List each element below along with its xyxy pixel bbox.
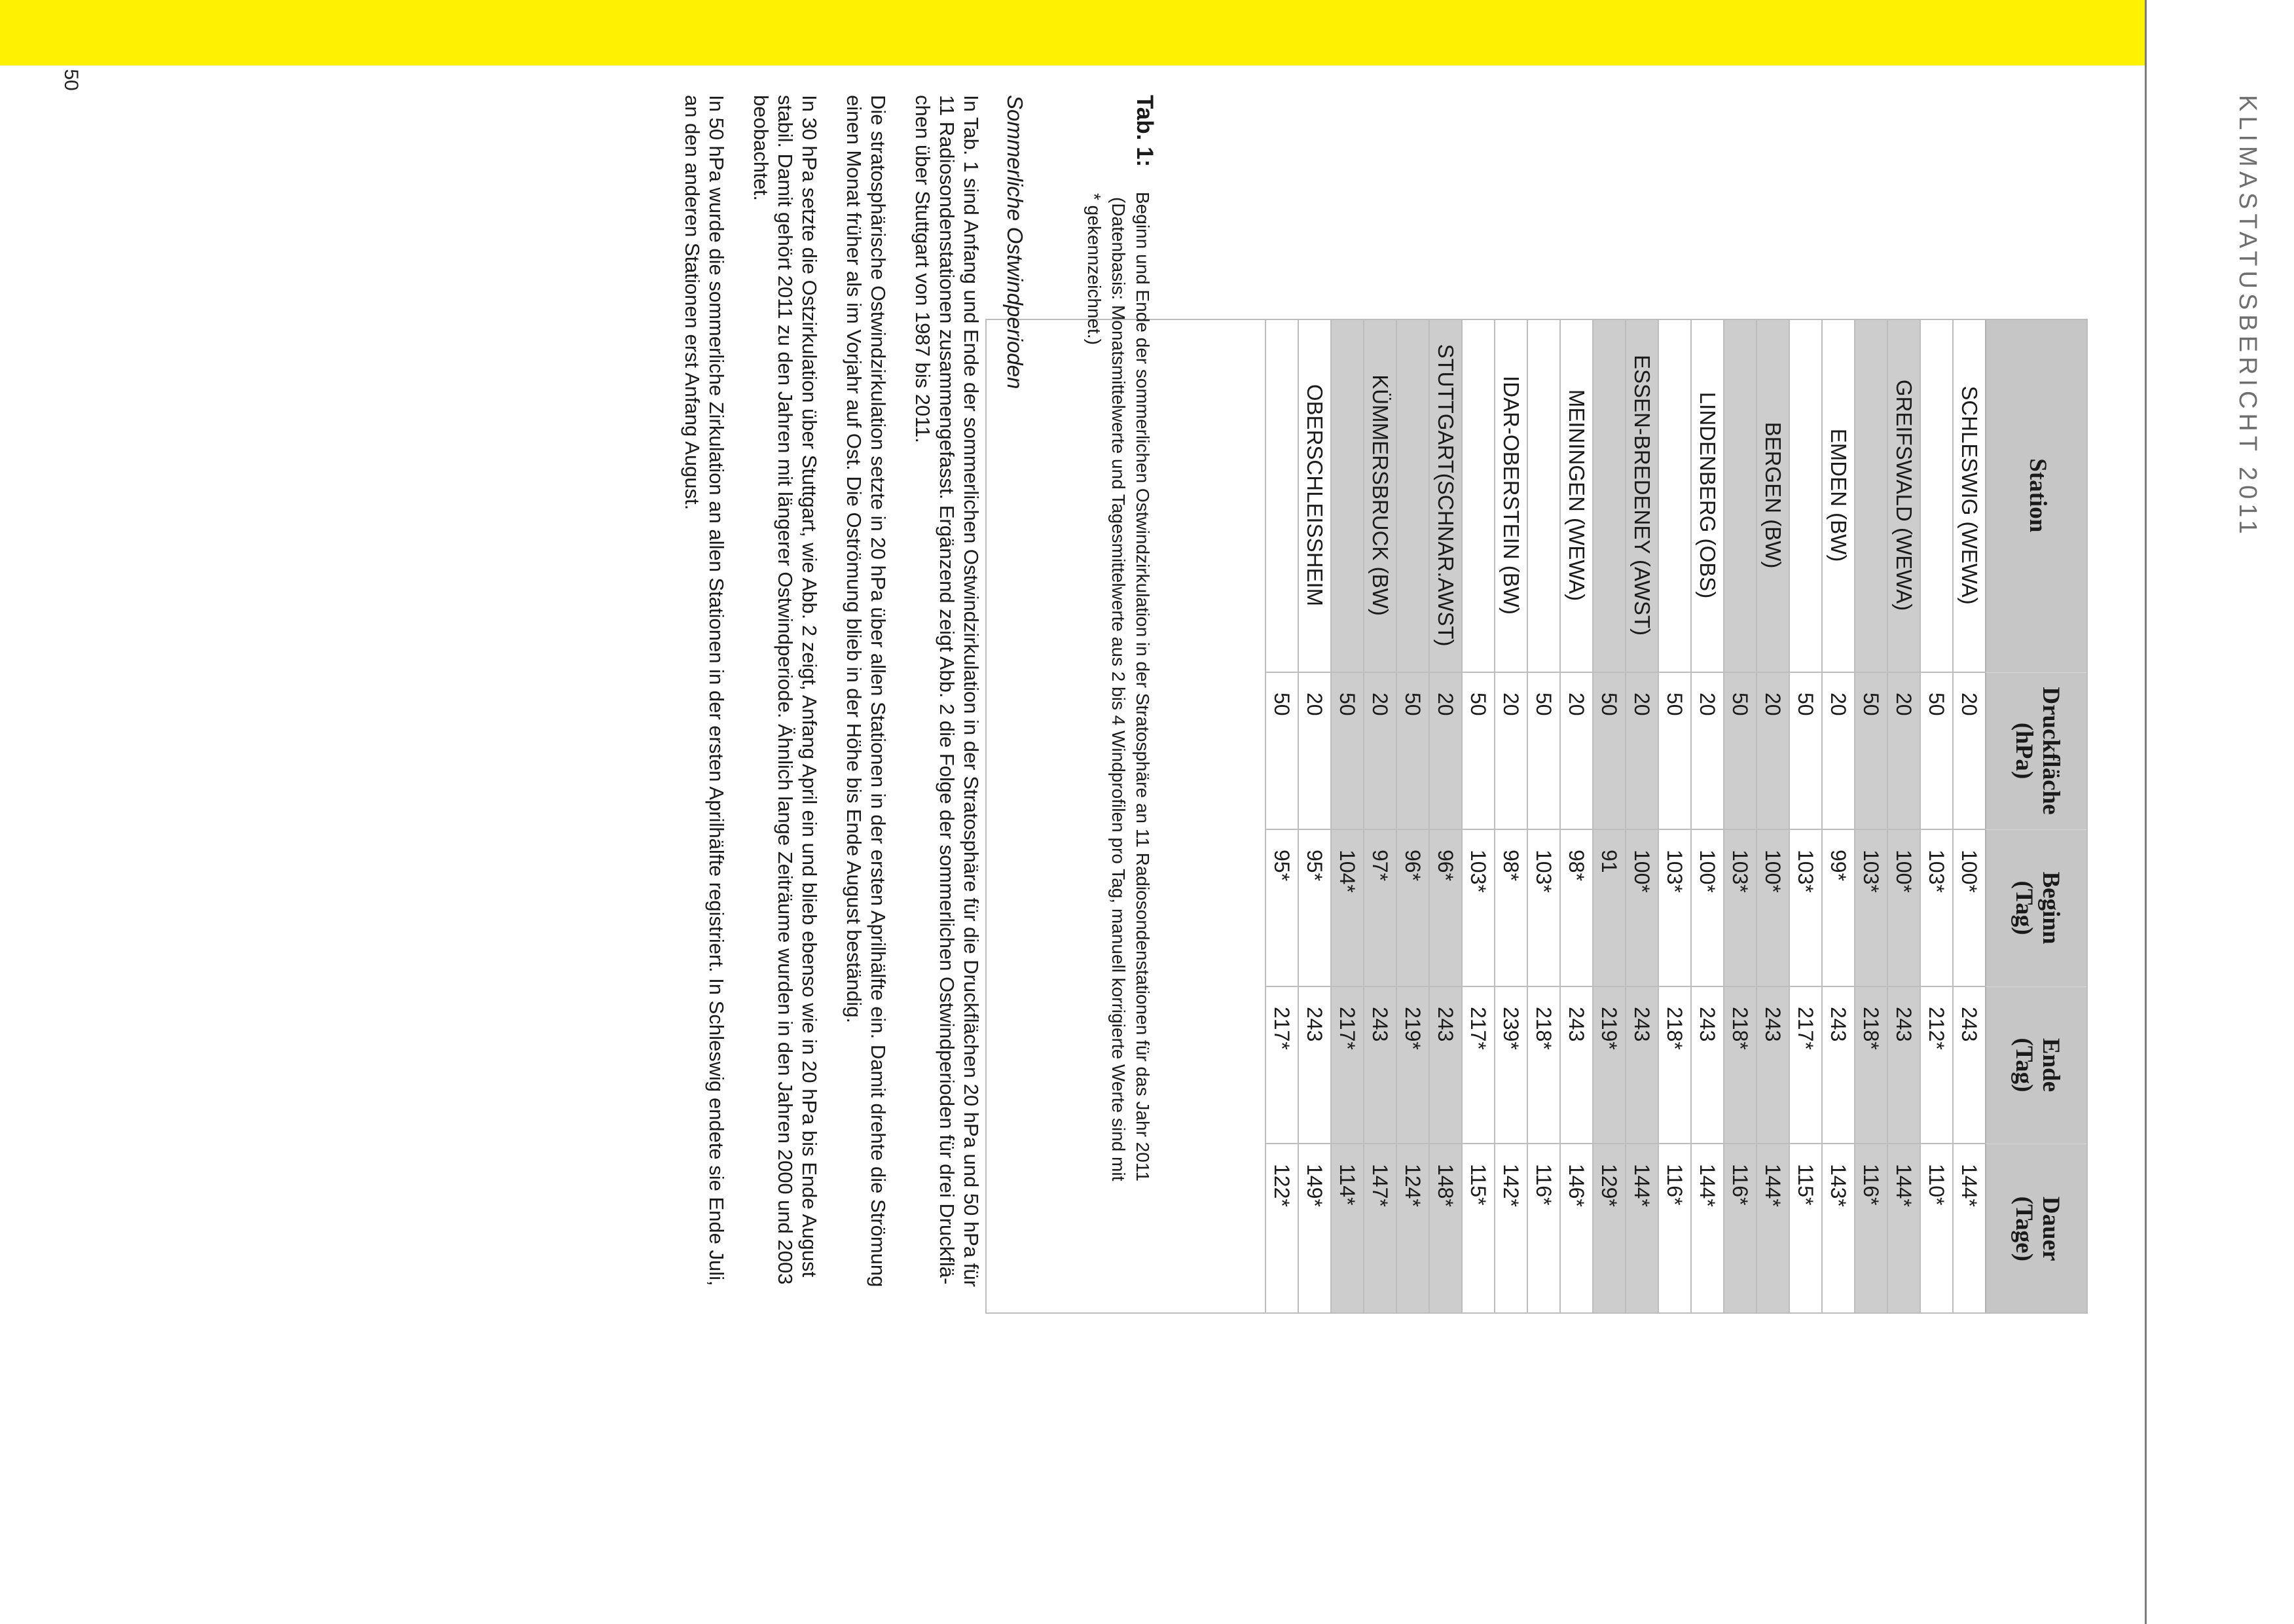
cell-ende: 243 (1626, 986, 1658, 1144)
cell-beginn: 104* (1331, 829, 1364, 986)
cell-dauer: 116* (1532, 1164, 1556, 1206)
cell-dauer: 116* (1663, 1164, 1686, 1206)
cell-ende: 243 (1887, 986, 1920, 1144)
cell-ende: 218* (1724, 986, 1757, 1144)
cell-ende: 218* (1527, 986, 1560, 1144)
cell-station (1331, 319, 1364, 672)
table-row (1593, 319, 1626, 1314)
table-row (1298, 319, 1331, 1314)
cell-ende: 219* (1396, 986, 1429, 1144)
text-line: Die stratosphärische Ostwindzirkulation setzte in 20 hPa über allen Stationen in der ersten Aprilhälfte ein. Damit drehte die Strömung (867, 95, 890, 1288)
cell-dauer: 143* (1827, 1164, 1850, 1207)
cell-dauer: 144* (1957, 1164, 1981, 1207)
table-row (1920, 319, 1953, 1314)
cell-dauer: 116* (1728, 1164, 1752, 1206)
section-body (660, 95, 1027, 1288)
cell-dauer: 115* (1794, 1164, 1817, 1206)
table-header-row (1986, 319, 2088, 1314)
paragraph-1 (911, 95, 983, 1287)
paragraph-2 (842, 95, 890, 1288)
text-line: In Tab. 1 sind Anfang und Ende der sommerlichen Ostwindzirkulation in der Stratosphäre für die Druckflächen 20 hPa und 50 hPa für (960, 95, 983, 1287)
cell-station: ESSEN-BREDENEY (AWST) (1626, 319, 1658, 672)
text-line: In 30 hPa setzte die Ostzirkulation über Stuttgart, wie Abb. 2 zeigt, Anfang April ein und blieb ebenso wie in 20 hPa bis Ende August (798, 95, 821, 1278)
text-line: 11 Radiosondenstationen zusammengefasst. Ergänzend zeigt Abb. 2 die Folge der sommerlichen Ostwindperioden für drei Druckflä- (936, 95, 958, 1285)
table-row (1789, 319, 1822, 1314)
cell-beginn: 95* (1265, 829, 1298, 986)
cell-beginn: 97* (1364, 829, 1396, 986)
cell-druckflaeche: 50 (1658, 672, 1691, 829)
table-row (1462, 319, 1495, 1314)
cell-druckflaeche: 50 (1789, 672, 1822, 829)
cell-druckflaeche: 20 (1757, 672, 1789, 829)
cell-druckflaeche: 20 (1887, 672, 1920, 829)
cell-station (1789, 319, 1822, 672)
cell-druckflaeche: 20 (1691, 672, 1724, 829)
cell-dauer: 146* (1565, 1164, 1588, 1207)
table-row (1691, 319, 1724, 1314)
cell-ende: 243 (1953, 986, 1986, 1144)
cell-dauer: 115* (1466, 1164, 1490, 1206)
header-beginn: Beginn (Tag) (1986, 829, 2088, 986)
text-line: an den anderen Stationen erst Anfang August. (681, 95, 704, 511)
cell-station: STUTTGART(SCHNAR.AWST) (1429, 319, 1462, 672)
text-line: In 50 hPa wurde die sommerliche Zirkulation an allen Stationen in der ersten Aprilhälfte registriert. In Schleswig endete sie Ende Juli, (705, 95, 728, 1286)
cell-beginn: 100* (1887, 829, 1920, 986)
cell-station (1527, 319, 1560, 672)
cell-druckflaeche: 50 (1593, 672, 1626, 829)
cell-dauer: 116* (1859, 1164, 1883, 1206)
ostwind-table (1265, 319, 2088, 1314)
cell-ende: 217* (1265, 986, 1298, 1144)
cell-druckflaeche: 50 (1855, 672, 1887, 829)
section-heading: Sommerliche Ostwindperioden (1003, 95, 1027, 389)
cell-beginn: 103* (1527, 829, 1560, 986)
cell-ende: 243 (1822, 986, 1855, 1144)
table-row (1364, 319, 1396, 1314)
cell-beginn: 98* (1495, 829, 1527, 986)
text-line: chen über Stuttgart von 1987 bis 2011. (911, 95, 934, 443)
table-row (1953, 319, 1986, 1314)
cell-station: BERGEN (BW) (1757, 319, 1789, 672)
cell-druckflaeche: 20 (1495, 672, 1527, 829)
header-dauer: Dauer (Tage) (1986, 1144, 2088, 1314)
header-ende: Ende (Tag) (1986, 986, 2088, 1144)
cell-ende: 217* (1331, 986, 1364, 1144)
cell-dauer: 144* (1761, 1164, 1785, 1207)
cell-beginn: 98* (1560, 829, 1593, 986)
cell-station (1658, 319, 1691, 672)
cell-beginn: 96* (1429, 829, 1462, 986)
table-row (1265, 319, 1298, 1314)
cell-druckflaeche: 20 (1298, 672, 1331, 829)
text-line: einen Monat früher als im Vorjahr auf Ost. Die Oströmung blieb in der Höhe bis Ende August beständig. (843, 95, 865, 1024)
header-station: Station (1986, 319, 2088, 672)
cell-druckflaeche: 50 (1265, 672, 1298, 829)
cell-druckflaeche: 20 (1626, 672, 1658, 829)
table-row (1658, 319, 1691, 1314)
cell-station: EMDEN (BW) (1822, 319, 1855, 672)
cell-ende: 218* (1658, 986, 1691, 1144)
caption-text (1082, 192, 1155, 1305)
cell-dauer: 144* (1696, 1164, 1719, 1207)
cell-station (1462, 319, 1495, 672)
cell-druckflaeche: 20 (1560, 672, 1593, 829)
cell-druckflaeche: 20 (1822, 672, 1855, 829)
cell-dauer: 144* (1630, 1164, 1654, 1207)
running-header: KLIMASTATUSBERICHT 2011 (2234, 95, 2261, 539)
cell-dauer: 110* (1925, 1164, 1948, 1206)
page-number: 50 (60, 69, 82, 91)
cell-druckflaeche: 50 (1331, 672, 1364, 829)
cell-station (1724, 319, 1757, 672)
cell-beginn: 103* (1462, 829, 1495, 986)
cell-dauer: 129* (1597, 1164, 1621, 1207)
cell-station: MEININGEN (WEWA) (1560, 319, 1593, 672)
cell-station (1920, 319, 1953, 672)
cell-dauer: 122* (1270, 1164, 1294, 1207)
table-row (1527, 319, 1560, 1314)
cell-station (1265, 319, 1298, 672)
cell-dauer: 147* (1368, 1164, 1392, 1207)
cell-ende: 217* (1462, 986, 1495, 1144)
cell-beginn: 100* (1757, 829, 1789, 986)
cell-beginn: 100* (1953, 829, 1986, 986)
cell-dauer: 142* (1499, 1164, 1523, 1207)
cell-station: OBERSCHLEISSHEIM (1298, 319, 1331, 672)
text-line: stabil. Damit gehört 2011 zu den Jahren mit längerer Ostwindperiode. Ähnlich lange Zeiträume wurden in den Jahren 2000 und 2003 (774, 95, 797, 1285)
cell-beginn: 103* (1855, 829, 1887, 986)
cell-beginn: 100* (1626, 829, 1658, 986)
table-row (1757, 319, 1789, 1314)
cell-ende: 243 (1691, 986, 1724, 1144)
cell-ende: 217* (1789, 986, 1822, 1144)
cell-beginn: 103* (1724, 829, 1757, 986)
cell-ende: 243 (1757, 986, 1789, 1144)
paragraph-4 (680, 95, 729, 1286)
table-row (1887, 319, 1920, 1314)
text-line: beobachtet. (750, 95, 773, 202)
cell-druckflaeche: 20 (1953, 672, 1986, 829)
cell-dauer: 148* (1434, 1164, 1457, 1207)
cell-druckflaeche: 50 (1462, 672, 1495, 829)
table-row (1855, 319, 1887, 1314)
caption-line: * gekennzeichnet.) (1084, 193, 1104, 345)
cell-ende: 212* (1920, 986, 1953, 1144)
cell-dauer: 149* (1303, 1164, 1326, 1207)
table-row (1822, 319, 1855, 1314)
cell-beginn: 103* (1658, 829, 1691, 986)
cell-druckflaeche: 50 (1724, 672, 1757, 829)
table-row (1331, 319, 1364, 1314)
cell-station (1396, 319, 1429, 672)
cell-station: LINDENBERG (OBS) (1691, 319, 1724, 672)
cell-station (1593, 319, 1626, 672)
cell-ende: 218* (1855, 986, 1887, 1144)
table-row (1396, 319, 1429, 1314)
caption-line: (Datenbasis: Monatsmittelwerte und Tagesmittelwerte aus 2 bis 4 Windprofilen pro Tag, manuell korrigierte Werte sind mit (1108, 197, 1129, 1182)
cell-ende: 219* (1593, 986, 1626, 1144)
cell-beginn: 95* (1298, 829, 1331, 986)
cell-druckflaeche: 50 (1920, 672, 1953, 829)
table-row (1626, 319, 1658, 1314)
cell-beginn: 103* (1920, 829, 1953, 986)
cell-beginn: 103* (1789, 829, 1822, 986)
cell-station: SCHLESWIG (WEWA) (1953, 319, 1986, 672)
cell-druckflaeche: 20 (1364, 672, 1396, 829)
table-row (1560, 319, 1593, 1314)
cell-ende: 239* (1495, 986, 1527, 1144)
header-druckflaeche: Druckfläche (hPa) (1986, 672, 2088, 829)
cell-druckflaeche: 50 (1396, 672, 1429, 829)
cell-ende: 243 (1560, 986, 1593, 1144)
caption-label: Tab. 1: (1132, 95, 1157, 168)
cell-beginn: 96* (1396, 829, 1429, 986)
table-row (1429, 319, 1462, 1314)
cell-station: IDAR-OBERSTEIN (BW) (1495, 319, 1527, 672)
cell-station (1855, 319, 1887, 672)
cell-dauer: 144* (1892, 1164, 1916, 1207)
table-row (1724, 319, 1757, 1314)
cell-ende: 243 (1298, 986, 1331, 1144)
cell-ende: 243 (1429, 986, 1462, 1144)
cell-druckflaeche: 20 (1429, 672, 1462, 829)
cell-beginn: 100* (1691, 829, 1724, 986)
table-row (1495, 319, 1527, 1314)
cell-beginn: 91 (1593, 829, 1626, 986)
paragraph-3 (749, 95, 822, 1285)
cell-station: KÜMMERSBRUCK (BW) (1364, 319, 1396, 672)
caption-line: Beginn und Ende der sommerlichen Ostwindzirkulation in der Stratosphäre an 11 Radiosondenstationen für das Jahr 2011 (1133, 192, 1153, 1182)
cell-dauer: 124* (1401, 1164, 1425, 1207)
table-body (1265, 319, 1986, 1314)
cell-druckflaeche: 50 (1527, 672, 1560, 829)
cell-beginn: 99* (1822, 829, 1855, 986)
cell-station: GREIFSWALD (WEWA) (1887, 319, 1920, 672)
cell-ende: 243 (1364, 986, 1396, 1144)
cell-dauer: 114* (1336, 1164, 1359, 1206)
